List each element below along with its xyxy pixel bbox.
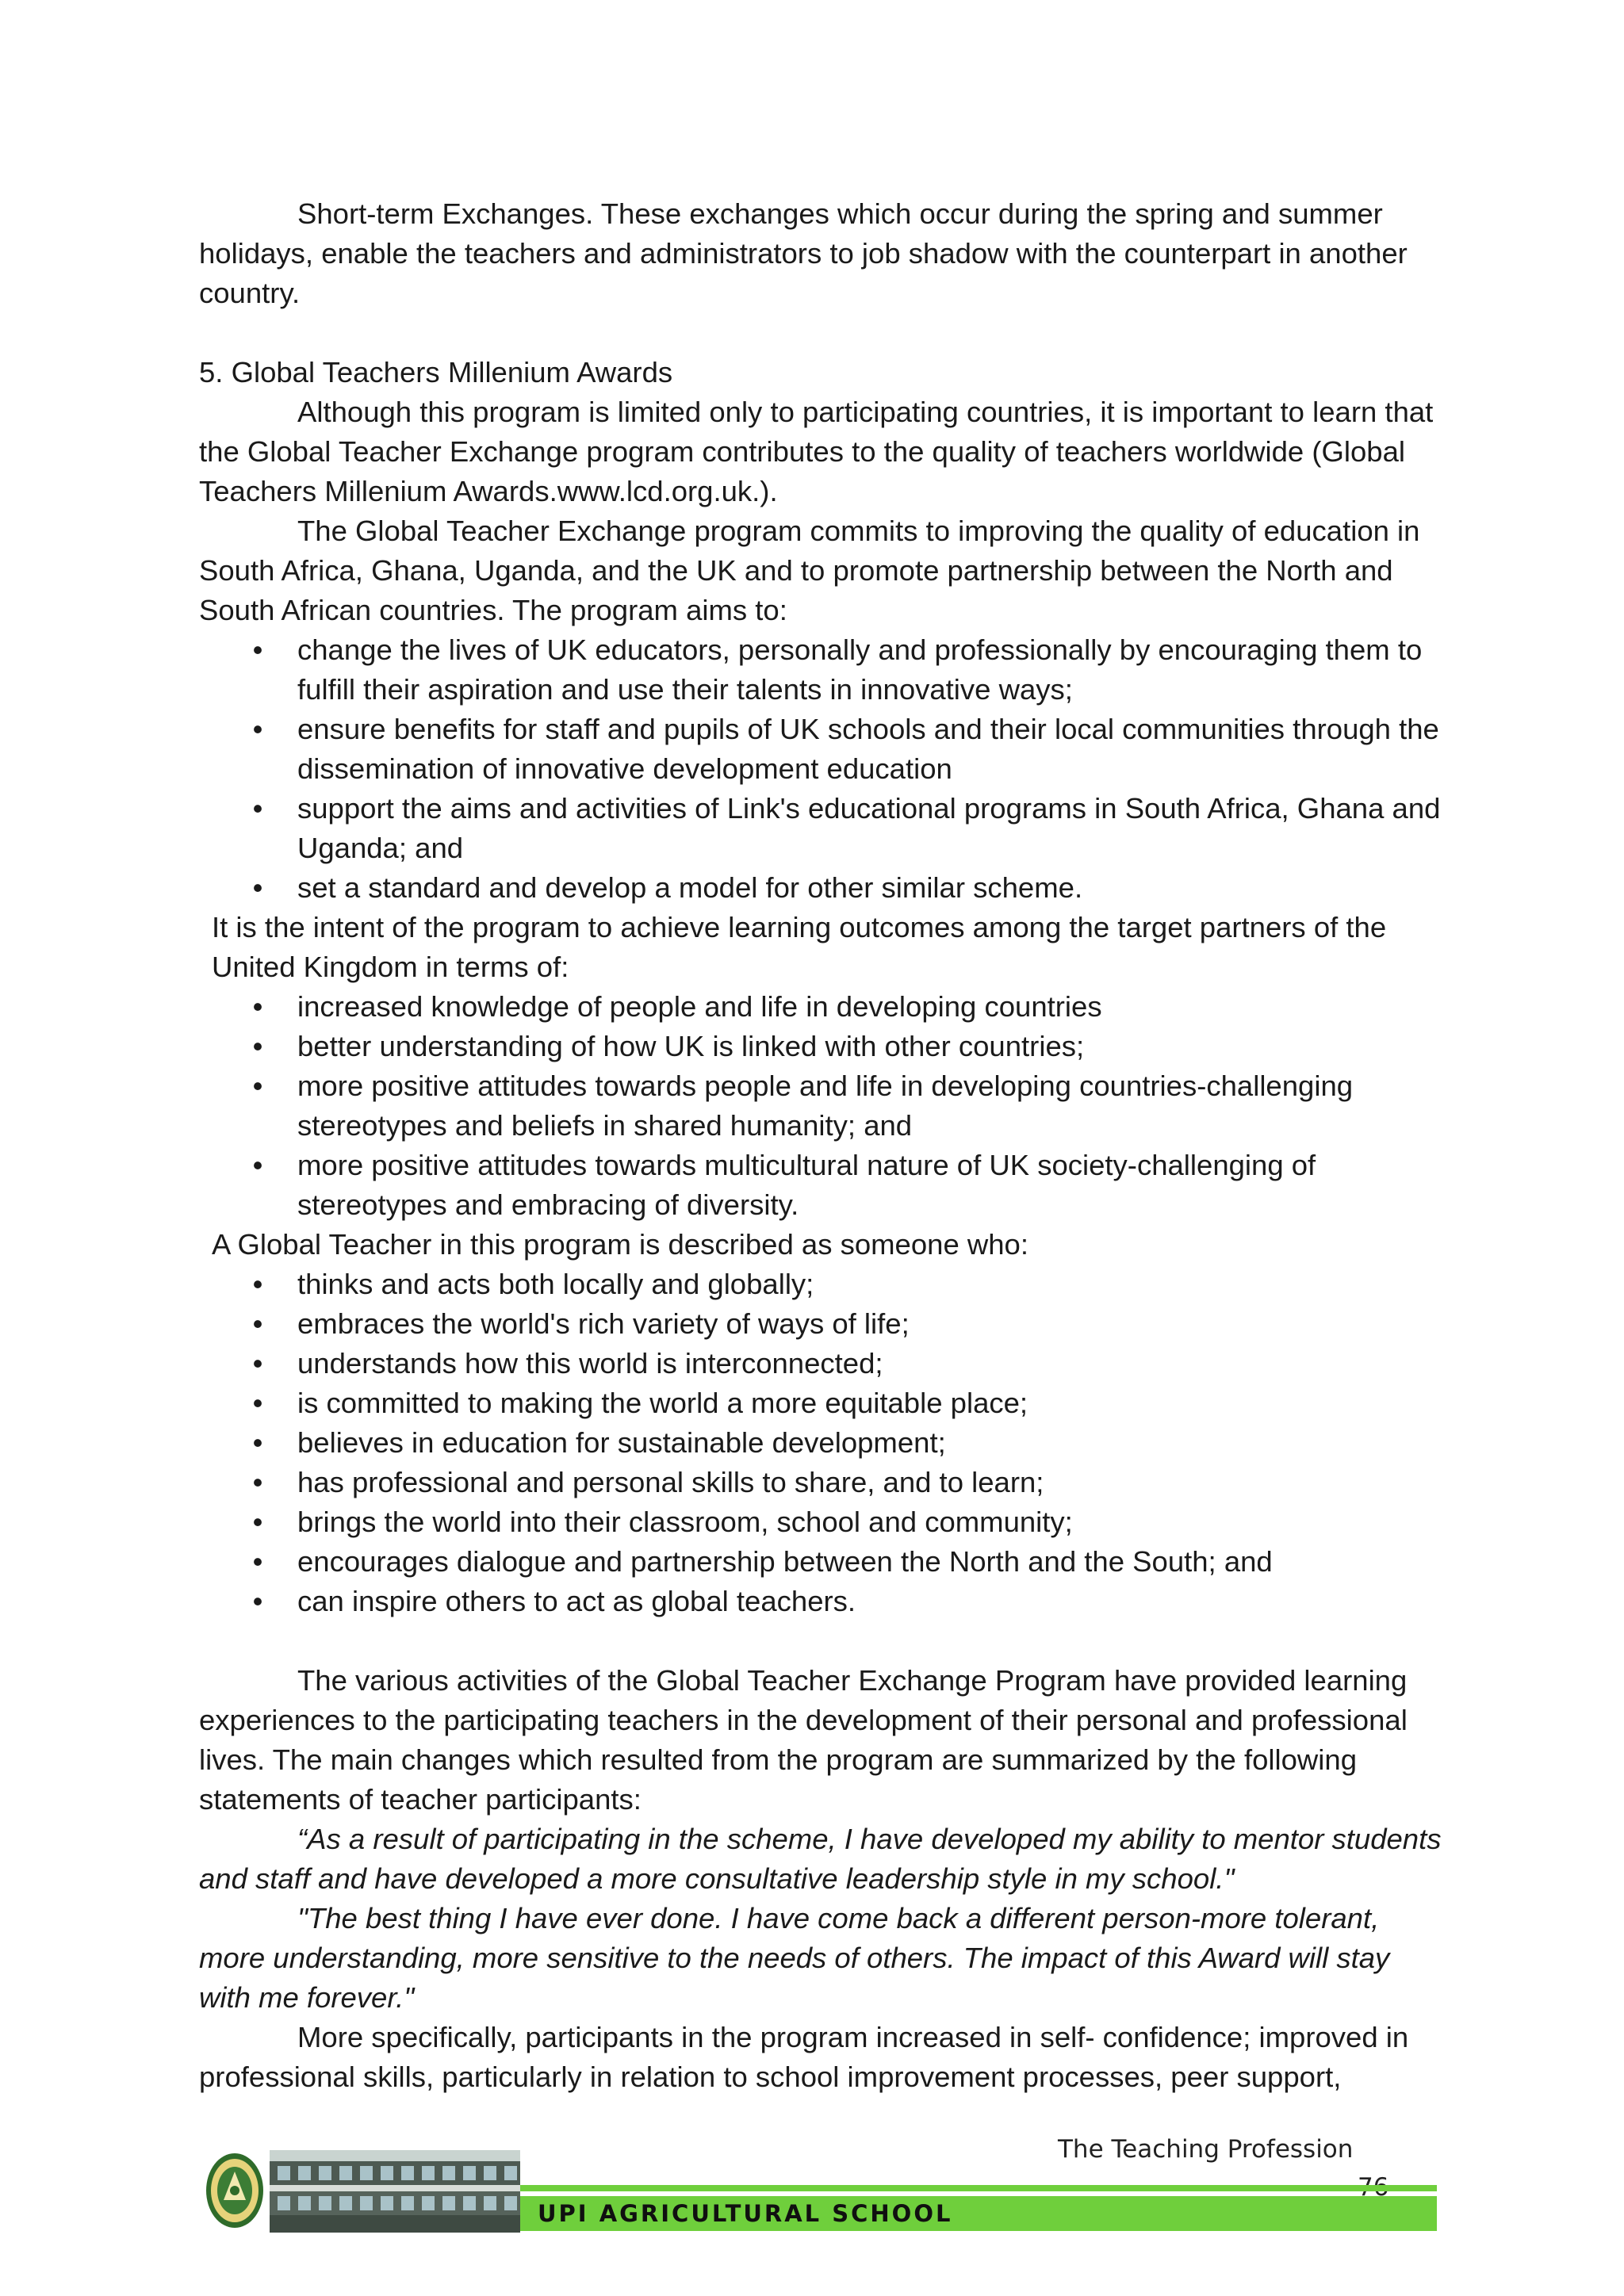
global-teacher-item	[199, 1502, 1444, 1542]
global-teacher-item	[199, 1582, 1444, 1621]
bullet-icon: •	[252, 1387, 263, 1419]
list-item-text: better understanding of how UK is linked with other countries;	[297, 1030, 1085, 1062]
footer-accent-line	[520, 2185, 1437, 2191]
bullet-icon: •	[252, 1149, 263, 1181]
bullet-icon: •	[252, 1466, 263, 1498]
bullet-icon: •	[252, 1545, 263, 1578]
paragraph-global-teacher-description: A Global Teacher in this program is described as someone who:	[212, 1228, 1028, 1261]
outcomes-list	[199, 987, 1444, 1225]
global-teacher-item	[199, 1304, 1444, 1344]
paragraph-short-term-exchanges: Short-term Exchanges. These exchanges which occur during the spring and summer holidays, enable the teachers and administrators to job shadow with the counterpart in another country.	[199, 197, 1408, 309]
list-item-text: embraces the world's rich variety of ways of life;	[297, 1307, 910, 1340]
global-teacher-item	[199, 1344, 1444, 1383]
bullet-icon: •	[252, 1585, 263, 1617]
global-teacher-item	[199, 1383, 1444, 1423]
global-teacher-item	[199, 1463, 1444, 1502]
aims-list	[199, 630, 1444, 908]
list-item-text: support the aims and activities of Link's educational programs in South Africa, Ghana and Uganda; and	[297, 792, 1441, 864]
list-item-text: believes in education for sustainable development;	[297, 1426, 946, 1459]
aim-item	[199, 868, 1444, 908]
list-item-text: brings the world into their classroom, school and community;	[297, 1506, 1073, 1538]
list-item-text: set a standard and develop a model for other similar scheme.	[297, 871, 1083, 904]
bullet-icon: •	[252, 713, 263, 745]
footer-title: The Teaching Profession	[1058, 2135, 1354, 2164]
list-item-text: has professional and personal skills to share, and to learn;	[297, 1466, 1044, 1498]
outcome-item	[199, 987, 1444, 1027]
school-name: UPI AGRICULTURAL SCHOOL	[538, 2200, 953, 2227]
list-item-text: encourages dialogue and partnership between the North and the South; and	[297, 1545, 1273, 1578]
bullet-icon: •	[252, 1506, 263, 1538]
global-teacher-item	[199, 1542, 1444, 1582]
bullet-icon: •	[252, 990, 263, 1023]
list-item-text: is committed to making the world a more equitable place;	[297, 1387, 1028, 1419]
outcome-item	[199, 1066, 1444, 1146]
aim-item	[199, 630, 1444, 710]
bullet-icon: •	[252, 792, 263, 825]
paragraph-specifically: More specifically, participants in the program increased in self- confidence; improved in professional skills, particularly in relation to school improvement processes, peer support,	[199, 2021, 1409, 2093]
global-teacher-item	[199, 1265, 1444, 1304]
bullet-icon: •	[252, 1307, 263, 1340]
bullet-icon: •	[252, 1426, 263, 1459]
bullet-icon: •	[252, 1030, 263, 1062]
quote-best-thing: "The best thing I have ever done. I have come back a different person-more tolerant, more understanding, more sensitive to the needs of others. The impact of this Award will stay with me forever."	[199, 1902, 1390, 2014]
paragraph-program-commits: The Global Teacher Exchange program commits to improving the quality of education in South Africa, Ghana, Uganda, and the UK and to promote partnership between the North and South African countries. The program aims to:	[199, 515, 1420, 626]
global-teacher-item	[199, 1423, 1444, 1463]
bullet-icon: •	[252, 633, 263, 666]
page-body	[199, 194, 1444, 2097]
school-building-photo	[270, 2150, 520, 2233]
page-footer	[0, 2133, 1624, 2252]
aim-item	[199, 710, 1444, 789]
list-item-text: understands how this world is interconnected;	[297, 1347, 883, 1380]
list-item-text: change the lives of UK educators, personally and professionally by encouraging them to fulfill their aspiration and use their talents in innovative ways;	[297, 633, 1423, 706]
global-teacher-list	[199, 1265, 1444, 1621]
bullet-icon: •	[252, 1347, 263, 1380]
outcome-item	[199, 1027, 1444, 1066]
aim-item	[199, 789, 1444, 868]
list-item-text: more positive attitudes towards people and life in developing countries-challenging stereotypes and beliefs in shared humanity; and	[297, 1070, 1354, 1142]
paragraph-activities: The various activities of the Global Teacher Exchange Program have provided learning experiences to the participating teachers in the development of their personal and professional lives. The main changes which resulted from the program are summarized by the following statements of teacher participants:	[199, 1664, 1408, 1816]
list-item-text: thinks and acts both locally and globally;	[297, 1268, 814, 1300]
list-item-text: more positive attitudes towards multicultural nature of UK society-challenging of stereotypes and embracing of diversity.	[297, 1149, 1316, 1221]
bullet-icon: •	[252, 871, 263, 904]
bullet-icon: •	[252, 1070, 263, 1102]
quote-mentor: “As a result of participating in the scheme, I have developed my ability to mentor students and staff and have developed a more consultative leadership style in my school."	[199, 1823, 1442, 1895]
bullet-icon: •	[252, 1268, 263, 1300]
list-item-text: can inspire others to act as global teachers.	[297, 1585, 856, 1617]
paragraph-limited-program: Although this program is limited only to participating countries, it is important to learn that the Global Teacher Exchange program contributes to the quality of teachers worldwide (Global Teachers Millenium Awards.www.lcd.org.uk.).	[199, 396, 1434, 507]
list-item-text: ensure benefits for staff and pupils of UK schools and their local communities through the dissemination of innovative development education	[297, 713, 1439, 785]
paragraph-intent: It is the intent of the program to achieve learning outcomes among the target partners of the United Kingdom in terms of:	[212, 911, 1387, 983]
outcome-item	[199, 1146, 1444, 1225]
school-seal-logo	[205, 2151, 265, 2230]
list-item-text: increased knowledge of people and life in developing countries	[297, 990, 1102, 1023]
section-heading: 5. Global Teachers Millenium Awards	[199, 356, 673, 388]
footer-green-bar	[520, 2196, 1437, 2231]
